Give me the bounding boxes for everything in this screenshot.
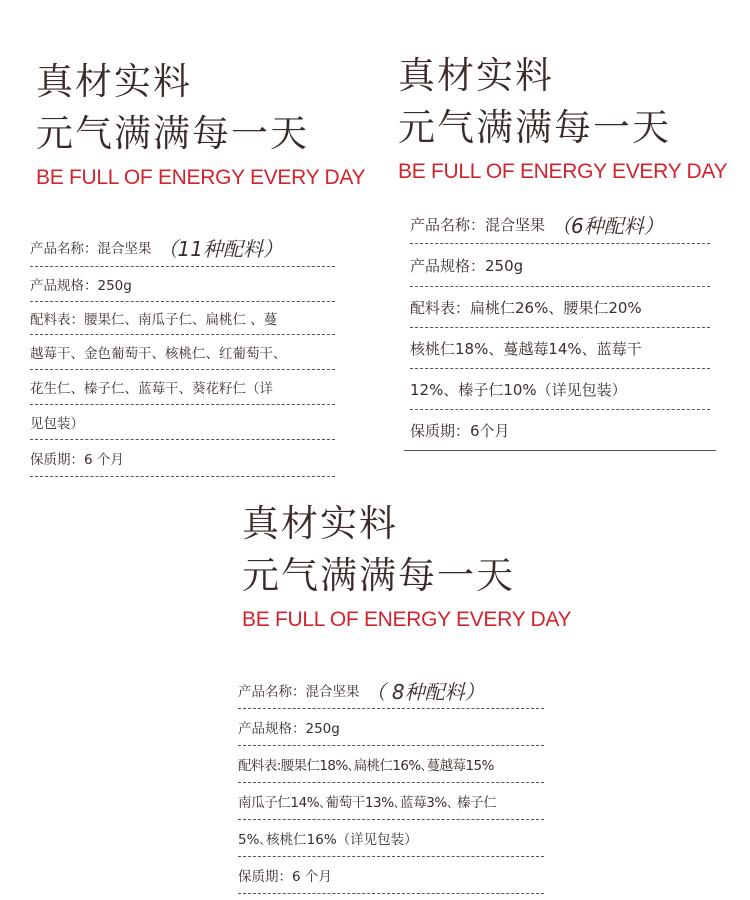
product-name-label: 产品名称：混合坚果 [410,215,546,234]
shelf-life-row [410,410,710,450]
spec-table-11 [30,228,335,477]
product-size: 产品规格：250g [410,256,524,275]
shelf-life: 保质期：6 个月 [30,452,124,468]
product-name-row [30,228,335,267]
ingredients-line: 12%、榛子仁10%（详见包装） [410,380,627,399]
spec-table-8 [238,672,544,894]
ingredients-row [410,287,710,328]
ingredients-line: 见包装） [30,416,84,432]
ingredients-row [410,328,710,369]
ingredients-line: 越莓干、金色葡萄干、核桃仁、红葡萄干、 [30,346,287,362]
ingredients-row [238,746,544,783]
divider [404,450,716,451]
ingredients-line: 核桃仁18%、蔓越莓14%、蓝莓干 [410,339,642,358]
slogan-panel-3 [242,498,571,632]
product-name-row [410,205,710,244]
product-name-label: 产品名称：混合坚果 [238,684,360,700]
title-line1: 真材实料 [398,54,554,97]
ingredients-row [30,370,335,405]
ingredients-row [30,335,335,370]
slogan-subtitle: BE FULL OF ENERGY EVERY DAY [398,160,728,183]
product-size-row [30,267,335,302]
shelf-life: 保质期：6 个月 [238,869,332,885]
ingredients-line: 配料表：扁桃仁26%、腰果仁20% [410,298,642,317]
title-line2: 元气满满每一天 [36,112,309,155]
ingredients-line: 南瓜子仁14%､葡萄干13%､蓝莓3%､ 榛子仁 [238,795,497,811]
ingredients-line: 配料表:腰果仁18%､扁桃仁16%､蔓越莓15% [238,758,494,774]
title-line2: 元气满满每一天 [242,554,515,597]
slogan-subtitle: BE FULL OF ENERGY EVERY DAY [242,608,572,631]
product-name-label: 产品名称：混合坚果 [30,241,152,257]
slogan-panel-2 [398,50,727,184]
title-line1: 真材实料 [242,502,398,545]
slogan-subtitle: BE FULL OF ENERGY EVERY DAY [36,166,366,189]
ingredients-line: 配料表：腰果仁、南瓜子仁、扁桃仁 、蔓 [30,312,278,328]
title-line2: 元气满满每一天 [398,106,671,149]
title-line1: 真材实料 [36,60,192,103]
ingredients-row [30,405,335,440]
product-size-row [238,709,544,746]
ingredients-row [238,820,544,857]
product-name-note: （6种配料） [551,213,664,238]
product-name-note: （11种配料） [157,236,283,261]
product-name-row [238,672,544,709]
product-size: 产品规格：250g [238,721,340,737]
spec-table-6 [410,205,710,451]
ingredients-row [30,302,335,335]
ingredients-row [238,783,544,820]
shelf-life: 保质期：6个月 [410,421,510,440]
product-size-row [410,244,710,287]
shelf-life-row [238,857,544,894]
ingredients-line: 5%､核桃仁16%（详见包装） [238,832,418,848]
ingredients-row [410,369,710,410]
shelf-life-row [30,440,335,477]
product-name-note: （ 8种配料） [365,679,485,704]
slogan-panel-1 [36,56,365,190]
product-size: 产品规格：250g [30,278,132,294]
ingredients-line: 花生仁、榛子仁、蓝莓干、葵花籽仁（详 [30,381,273,397]
